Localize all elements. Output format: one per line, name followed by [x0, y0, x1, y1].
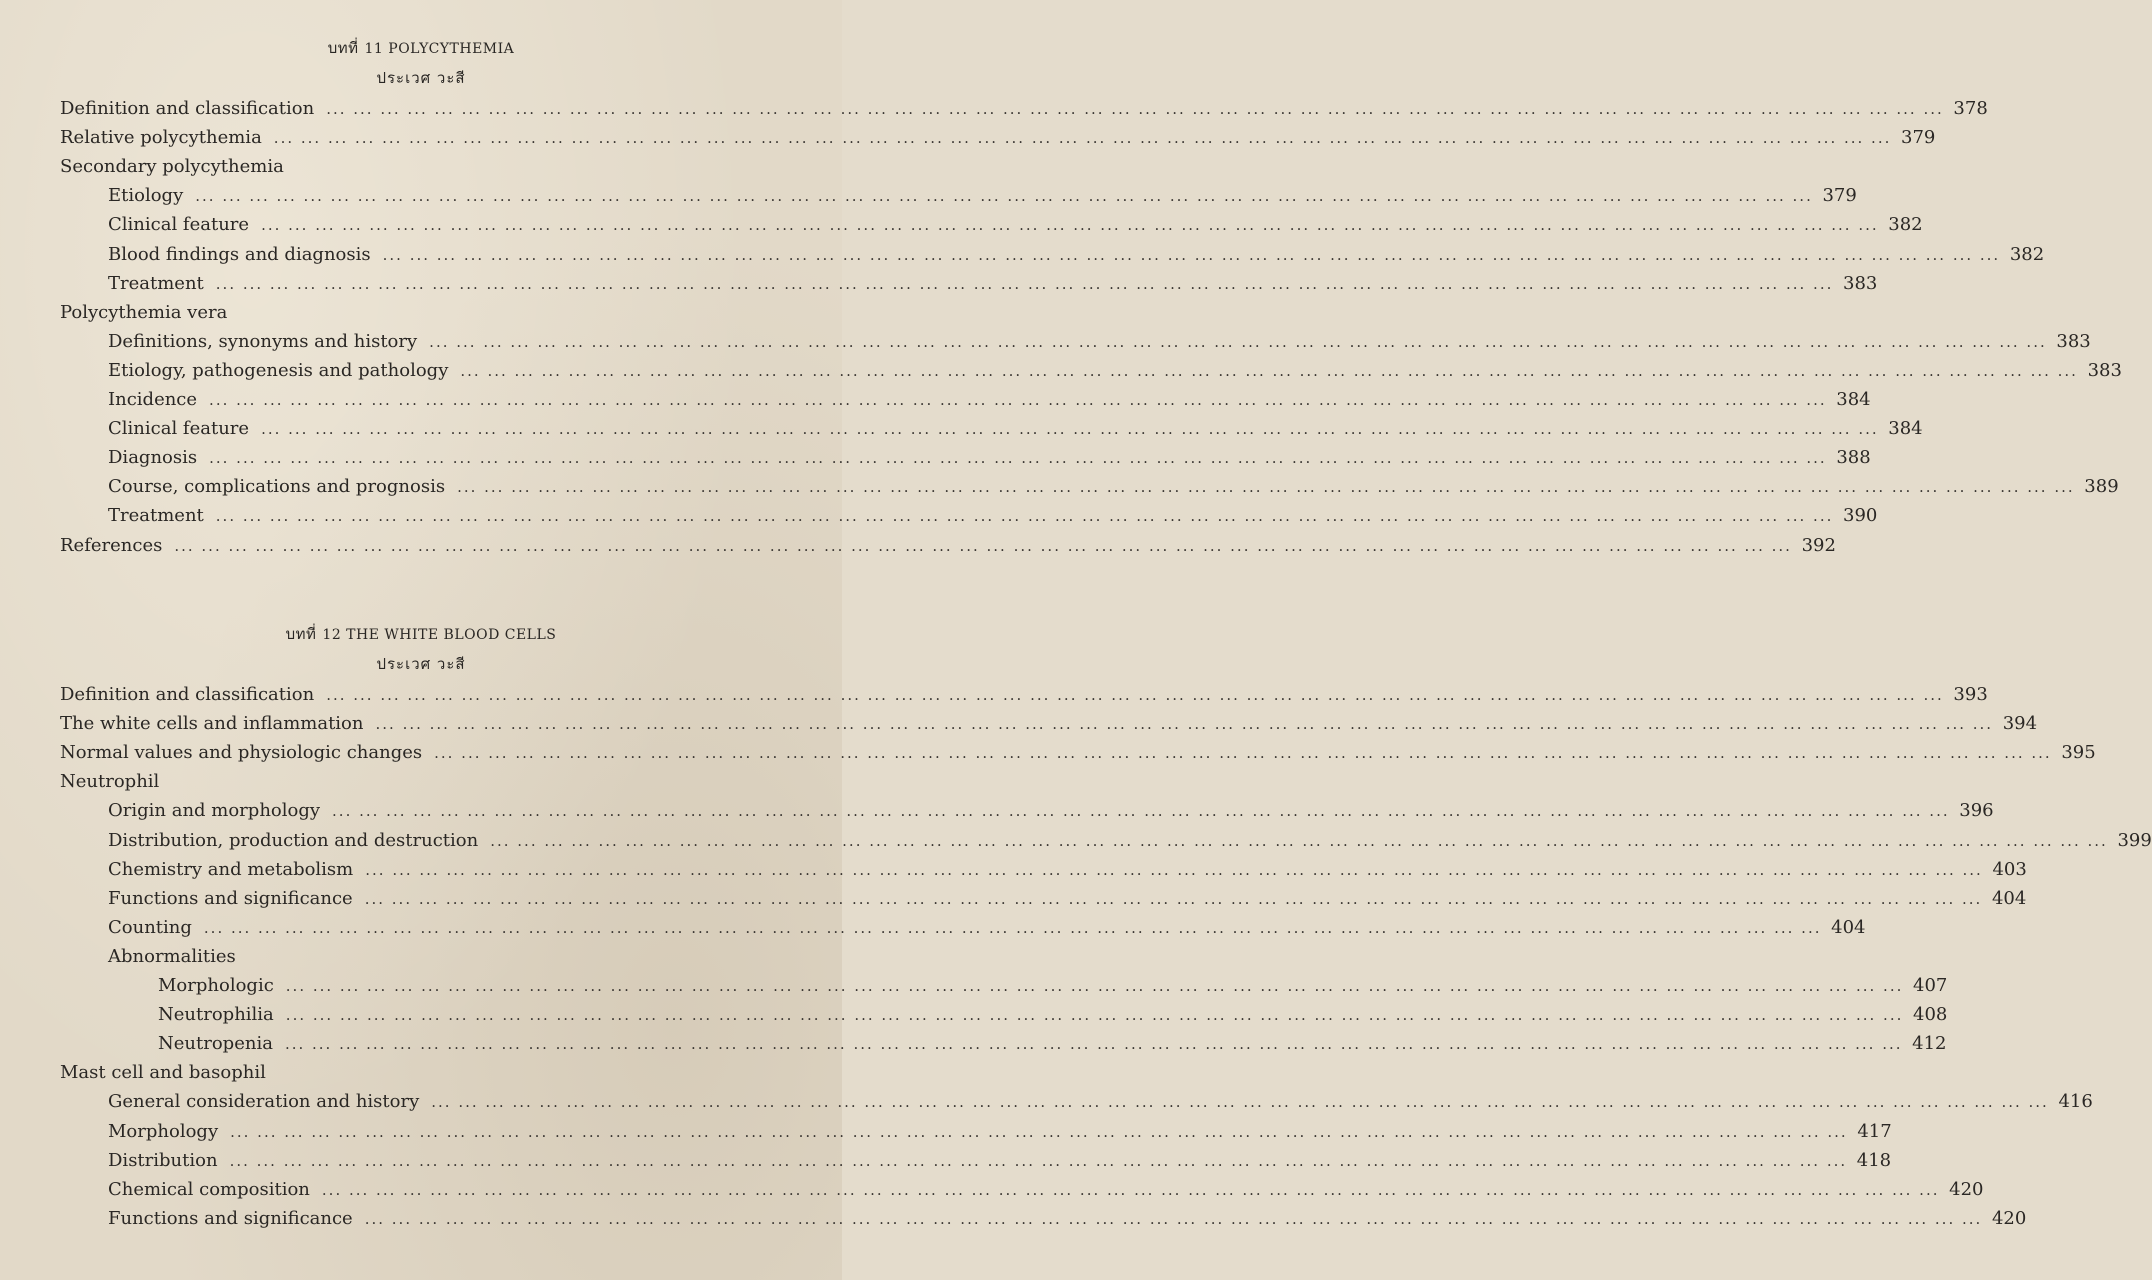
toc-entry: [108, 1120, 1892, 1149]
toc-entry: [108, 1091, 2093, 1119]
toc-entry: [60, 713, 2038, 741]
toc-entry-label: Abnormalities: [108, 945, 236, 967]
dot-leader: ... ... ... ... ... ... ... ... ... ... ... ... ... ... ... ... ... ... ... ... ... ... ... ... ... ... ... ... ... ... ... ... ... ... ... ... ... ... ... ... ... ... ... ... ... ... ... ... ... ... ... ... ... ... ... ... ... ... ... ...: [285, 977, 1904, 995]
toc-entry: [60, 742, 2096, 770]
toc-entry-page: 379: [1822, 185, 1857, 207]
toc-entry-label: Normal values and physiologic changes: [60, 742, 423, 764]
toc-entry-page: 382: [1888, 214, 1923, 236]
toc-entry: [108, 185, 1857, 213]
toc-entry: [108, 946, 800, 974]
toc-entry-label: Mast cell and basophil: [60, 1062, 266, 1084]
dot-leader: ... ... ... ... ... ... ... ... ... ... ... ... ... ... ... ... ... ... ... ... ... ... ... ... ... ... ... ... ... ... ... ... ... ... ... ... ... ... ... ... ... ... ... ... ... ... ... ... ... ... ... ... ... ... ... ... ... ... ... ...: [460, 361, 2078, 380]
dot-leader: ... ... ... ... ... ... ... ... ... ... ... ... ... ... ... ... ... ... ... ... ... ... ... ... ... ... ... ... ... ... ... ... ... ... ... ... ... ... ... ... ... ... ... ... ... ... ... ... ... ... ... ... ... ... ... ... ... ... ... ...: [321, 1180, 1940, 1199]
toc-entry-label: Polycythemia vera: [60, 301, 228, 323]
dot-leader: ... ... ... ... ... ... ... ... ... ... ... ... ... ... ... ... ... ... ... ... ... ... ... ... ... ... ... ... ... ... ... ... ... ... ... ... ... ... ... ... ... ... ... ... ... ... ... ... ... ... ... ... ... ... ... ... ... ... ... ...: [326, 100, 1944, 118]
toc-entry-page: 392: [1801, 534, 1836, 556]
toc-entry-page: 394: [2002, 713, 2038, 735]
dot-leader: ... ... ... ... ... ... ... ... ... ... ... ... ... ... ... ... ... ... ... ... ... ... ... ... ... ... ... ... ... ... ... ... ... ... ... ... ... ... ... ... ... ... ... ... ... ... ... ... ... ... ... ... ... ... ... ... ... ... ... ...: [429, 332, 2047, 351]
toc-entry-label: Neutrophilia: [158, 1004, 274, 1026]
toc-entry: [60, 302, 800, 330]
toc-entry: [108, 447, 1871, 475]
toc-entry-label: Incidence: [108, 389, 198, 410]
toc-entry-page: 412: [1912, 1033, 1947, 1055]
chapter-name: 11 POLYCYTHEMIA: [364, 41, 515, 57]
toc-entry: [60, 1062, 800, 1090]
dot-leader: ... ... ... ... ... ... ... ... ... ... ... ... ... ... ... ... ... ... ... ... ... ... ... ... ... ... ... ... ... ... ... ... ... ... ... ... ... ... ... ... ... ... ... ... ... ... ... ... ... ... ... ... ... ... ... ... ... ... ... ...: [215, 274, 1834, 293]
toc-entry-label: Functions and significance: [108, 1207, 353, 1229]
dot-leader: ... ... ... ... ... ... ... ... ... ... ... ... ... ... ... ... ... ... ... ... ... ... ... ... ... ... ... ... ... ... ... ... ... ... ... ... ... ... ... ... ... ... ... ... ... ... ... ... ... ... ... ... ... ... ... ... ... ... ... ...: [382, 245, 2001, 264]
toc-entry-label: Treatment: [108, 505, 204, 527]
toc-entry-label: Morphologic: [158, 975, 274, 996]
toc-entry-page: 389: [2084, 476, 2119, 498]
toc-entry: [108, 1207, 2027, 1236]
chapter-word: บทที่: [285, 625, 317, 643]
toc-entry-page: 420: [1949, 1178, 1984, 1200]
toc-entry: [108, 800, 1994, 828]
chapter-name: 12 THE WHITE BLOOD CELLS: [322, 627, 557, 643]
toc-entry-label: Treatment: [108, 272, 204, 294]
chapter-12-heading: [0, 622, 842, 676]
toc-entry: [108, 1149, 1892, 1178]
toc-entry-page: 390: [1843, 505, 1878, 527]
toc-entry: [108, 505, 1878, 533]
toc-entry-label: Counting: [108, 916, 192, 938]
dot-leader: ... ... ... ... ... ... ... ... ... ... ... ... ... ... ... ... ... ... ... ... ... ... ... ... ... ... ... ... ... ... ... ... ... ... ... ... ... ... ... ... ... ... ... ... ... ... ... ... ... ... ... ... ... ... ... ... ... ... ... ...: [209, 449, 1827, 468]
dot-leader: ... ... ... ... ... ... ... ... ... ... ... ... ... ... ... ... ... ... ... ... ... ... ... ... ... ... ... ... ... ... ... ... ... ... ... ... ... ... ... ... ... ... ... ... ... ... ... ... ... ... ... ... ... ... ... ... ... ... ... ...: [230, 1122, 1848, 1141]
toc-entry-page: 388: [1836, 447, 1871, 469]
toc-entry: [60, 684, 1988, 712]
toc-entry: [108, 829, 2152, 858]
dot-leader: ... ... ... ... ... ... ... ... ... ... ... ... ... ... ... ... ... ... ... ... ... ... ... ... ... ... ... ... ... ... ... ... ... ... ... ... ... ... ... ... ... ... ... ... ... ... ... ... ... ... ... ... ... ... ... ... ... ... ... ...: [273, 129, 1892, 148]
toc-entry-label: Blood findings and diagnosis: [108, 243, 371, 265]
toc-entry-label: Functions and significance: [108, 887, 353, 909]
toc-entry: [108, 916, 1866, 945]
toc-entry-label: Neutrophil: [60, 771, 160, 793]
toc-entry-label: Relative polycythemia: [60, 127, 262, 149]
toc-entry: [158, 975, 1948, 1003]
toc-entry-label: Secondary polycythemia: [60, 156, 284, 178]
dot-leader: ... ... ... ... ... ... ... ... ... ... ... ... ... ... ... ... ... ... ... ... ... ... ... ... ... ... ... ... ... ... ... ... ... ... ... ... ... ... ... ... ... ... ... ... ... ... ... ... ... ... ... ... ... ... ... ... ... ... ... ...: [284, 1035, 1903, 1054]
dot-leader: ... ... ... ... ... ... ... ... ... ... ... ... ... ... ... ... ... ... ... ... ... ... ... ... ... ... ... ... ... ... ... ... ... ... ... ... ... ... ... ... ... ... ... ... ... ... ... ... ... ... ... ... ... ... ... ... ... ... ... ...: [364, 1209, 1983, 1228]
dot-leader: ... ... ... ... ... ... ... ... ... ... ... ... ... ... ... ... ... ... ... ... ... ... ... ... ... ... ... ... ... ... ... ... ... ... ... ... ... ... ... ... ... ... ... ... ... ... ... ... ... ... ... ... ... ... ... ... ... ... ... ...: [209, 391, 1827, 409]
dot-leader: ... ... ... ... ... ... ... ... ... ... ... ... ... ... ... ... ... ... ... ... ... ... ... ... ... ... ... ... ... ... ... ... ... ... ... ... ... ... ... ... ... ... ... ... ... ... ... ... ... ... ... ... ... ... ... ... ... ... ... ...: [364, 889, 1983, 908]
toc-entry-label: Course, complications and prognosis: [108, 476, 446, 498]
dot-leader: ... ... ... ... ... ... ... ... ... ... ... ... ... ... ... ... ... ... ... ... ... ... ... ... ... ... ... ... ... ... ... ... ... ... ... ... ... ... ... ... ... ... ... ... ... ... ... ... ... ... ... ... ... ... ... ... ... ... ... ...: [261, 420, 1879, 439]
dot-leader: ... ... ... ... ... ... ... ... ... ... ... ... ... ... ... ... ... ... ... ... ... ... ... ... ... ... ... ... ... ... ... ... ... ... ... ... ... ... ... ... ... ... ... ... ... ... ... ... ... ... ... ... ... ... ... ... ... ... ... ...: [332, 802, 1950, 821]
dot-leader: ... ... ... ... ... ... ... ... ... ... ... ... ... ... ... ... ... ... ... ... ... ... ... ... ... ... ... ... ... ... ... ... ... ... ... ... ... ... ... ... ... ... ... ... ... ... ... ... ... ... ... ... ... ... ... ... ... ... ... ...: [174, 536, 1792, 555]
toc-entry-label: Morphology: [108, 1120, 219, 1142]
toc-entry-label: Distribution: [108, 1149, 218, 1171]
toc-entry-page: 404: [1991, 887, 2027, 909]
chapter-title: [0, 36, 842, 60]
chapter-author: ประเวศ วะสี: [376, 69, 466, 87]
toc-entry: [108, 243, 2045, 272]
toc-entry-label: Clinical feature: [108, 418, 250, 440]
toc-entry: [108, 389, 1871, 417]
dot-leader: ... ... ... ... ... ... ... ... ... ... ... ... ... ... ... ... ... ... ... ... ... ... ... ... ... ... ... ... ... ... ... ... ... ... ... ... ... ... ... ... ... ... ... ... ... ... ... ... ... ... ... ... ... ... ... ... ... ... ... ...: [261, 216, 1879, 235]
toc-entry-label: Chemistry and metabolism: [108, 858, 354, 880]
toc-entry-label: The white cells and inflammation: [60, 713, 364, 735]
dot-leader: ... ... ... ... ... ... ... ... ... ... ... ... ... ... ... ... ... ... ... ... ... ... ... ... ... ... ... ... ... ... ... ... ... ... ... ... ... ... ... ... ... ... ... ... ... ... ... ... ... ... ... ... ... ... ... ... ... ... ... ...: [229, 1151, 1848, 1170]
toc-entry-page: 393: [1953, 684, 1988, 705]
toc-entry-page: 408: [1913, 1004, 1948, 1026]
toc-entry-page: 383: [2087, 359, 2122, 381]
toc-entry-page: 404: [1831, 916, 1866, 938]
toc-entry-page: 420: [1991, 1207, 2027, 1229]
toc-entry-label: Origin and morphology: [108, 800, 321, 822]
dot-leader: ... ... ... ... ... ... ... ... ... ... ... ... ... ... ... ... ... ... ... ... ... ... ... ... ... ... ... ... ... ... ... ... ... ... ... ... ... ... ... ... ... ... ... ... ... ... ... ... ... ... ... ... ... ... ... ... ... ... ... ...: [215, 507, 1834, 526]
toc-entry: [108, 476, 2119, 504]
toc-entry: [60, 156, 800, 184]
dot-leader: ... ... ... ... ... ... ... ... ... ... ... ... ... ... ... ... ... ... ... ... ... ... ... ... ... ... ... ... ... ... ... ... ... ... ... ... ... ... ... ... ... ... ... ... ... ... ... ... ... ... ... ... ... ... ... ... ... ... ... ...: [195, 187, 1813, 206]
toc-entry-page: 378: [1953, 98, 1988, 119]
dot-leader: ... ... ... ... ... ... ... ... ... ... ... ... ... ... ... ... ... ... ... ... ... ... ... ... ... ... ... ... ... ... ... ... ... ... ... ... ... ... ... ... ... ... ... ... ... ... ... ... ... ... ... ... ... ... ... ... ... ... ... ...: [431, 1093, 2049, 1112]
dot-leader: ... ... ... ... ... ... ... ... ... ... ... ... ... ... ... ... ... ... ... ... ... ... ... ... ... ... ... ... ... ... ... ... ... ... ... ... ... ... ... ... ... ... ... ... ... ... ... ... ... ... ... ... ... ... ... ... ... ... ... ...: [285, 1006, 1904, 1025]
toc-entry: [108, 887, 2027, 916]
toc-entry-label: Diagnosis: [108, 447, 198, 469]
dot-leader: ... ... ... ... ... ... ... ... ... ... ... ... ... ... ... ... ... ... ... ... ... ... ... ... ... ... ... ... ... ... ... ... ... ... ... ... ... ... ... ... ... ... ... ... ... ... ... ... ... ... ... ... ... ... ... ... ... ... ... ...: [203, 918, 1822, 937]
dot-leader: ... ... ... ... ... ... ... ... ... ... ... ... ... ... ... ... ... ... ... ... ... ... ... ... ... ... ... ... ... ... ... ... ... ... ... ... ... ... ... ... ... ... ... ... ... ... ... ... ... ... ... ... ... ... ... ... ... ... ... ...: [326, 686, 1944, 704]
toc-entry-page: 417: [1857, 1120, 1892, 1142]
toc-entry-page: 383: [2056, 330, 2091, 352]
toc-entry-page: 403: [1992, 858, 2027, 880]
chapter-author: ประเวศ วะสี: [376, 655, 466, 673]
toc-entry-label: Etiology: [108, 185, 184, 207]
toc-entry-label: Chemical composition: [108, 1178, 310, 1200]
chapter-title: [0, 622, 842, 646]
dot-leader: ... ... ... ... ... ... ... ... ... ... ... ... ... ... ... ... ... ... ... ... ... ... ... ... ... ... ... ... ... ... ... ... ... ... ... ... ... ... ... ... ... ... ... ... ... ... ... ... ... ... ... ... ... ... ... ... ... ... ... ...: [375, 715, 1994, 734]
chapter-word: บทที่: [327, 39, 359, 57]
toc-entry-label: Neutropenia: [158, 1033, 273, 1055]
dot-leader: ... ... ... ... ... ... ... ... ... ... ... ... ... ... ... ... ... ... ... ... ... ... ... ... ... ... ... ... ... ... ... ... ... ... ... ... ... ... ... ... ... ... ... ... ... ... ... ... ... ... ... ... ... ... ... ... ... ... ... ...: [365, 860, 1983, 879]
toc-entry-label: Definitions, synonyms and history: [108, 330, 418, 352]
toc-entry: [108, 1178, 1984, 1207]
toc-entry-page: 383: [1843, 272, 1878, 294]
toc-entry: [158, 1004, 1948, 1032]
toc-entry: [158, 1033, 1947, 1061]
toc-entry: [108, 330, 2091, 359]
toc-entry-label: Definition and classification: [60, 98, 315, 119]
toc-entry: [108, 272, 1878, 301]
toc-entry-label: Distribution, production and destruction: [108, 829, 479, 851]
toc-entry-label: References: [60, 534, 163, 556]
dot-leader: ... ... ... ... ... ... ... ... ... ... ... ... ... ... ... ... ... ... ... ... ... ... ... ... ... ... ... ... ... ... ... ... ... ... ... ... ... ... ... ... ... ... ... ... ... ... ... ... ... ... ... ... ... ... ... ... ... ... ... ...: [434, 744, 2052, 763]
dot-leader: ... ... ... ... ... ... ... ... ... ... ... ... ... ... ... ... ... ... ... ... ... ... ... ... ... ... ... ... ... ... ... ... ... ... ... ... ... ... ... ... ... ... ... ... ... ... ... ... ... ... ... ... ... ... ... ... ... ... ... ...: [490, 831, 2108, 850]
toc-entry-label: General consideration and history: [108, 1091, 420, 1113]
toc-entry-page: 396: [1959, 800, 1994, 822]
toc-entry-page: 407: [1913, 975, 1948, 996]
toc-entry-page: 382: [2009, 243, 2045, 265]
chapter-11-heading: [0, 36, 842, 90]
toc-entry-page: 384: [1888, 418, 1923, 440]
toc-entry-label: Etiology, pathogenesis and pathology: [108, 359, 449, 381]
toc-entry: [60, 771, 800, 799]
toc-entry: [108, 359, 2122, 388]
toc-entry: [108, 858, 2027, 887]
toc-entry-page: 418: [1856, 1149, 1892, 1171]
toc-entry-page: 379: [1901, 127, 1936, 149]
toc-entry-page: 399: [2117, 829, 2152, 851]
toc-entry: [108, 214, 1923, 242]
toc-entry-page: 395: [2061, 742, 2096, 764]
toc-entry: [108, 418, 1923, 446]
toc-entry-page: 384: [1836, 389, 1871, 410]
toc-entry: [60, 98, 1988, 126]
toc-entry-label: Clinical feature: [108, 214, 250, 236]
toc-entry-page: 416: [2058, 1091, 2093, 1113]
toc-entry-label: Definition and classification: [60, 684, 315, 705]
dot-leader: ... ... ... ... ... ... ... ... ... ... ... ... ... ... ... ... ... ... ... ... ... ... ... ... ... ... ... ... ... ... ... ... ... ... ... ... ... ... ... ... ... ... ... ... ... ... ... ... ... ... ... ... ... ... ... ... ... ... ... ...: [457, 478, 2075, 497]
toc-entry: [60, 127, 1936, 155]
toc-entry: [60, 534, 1836, 563]
